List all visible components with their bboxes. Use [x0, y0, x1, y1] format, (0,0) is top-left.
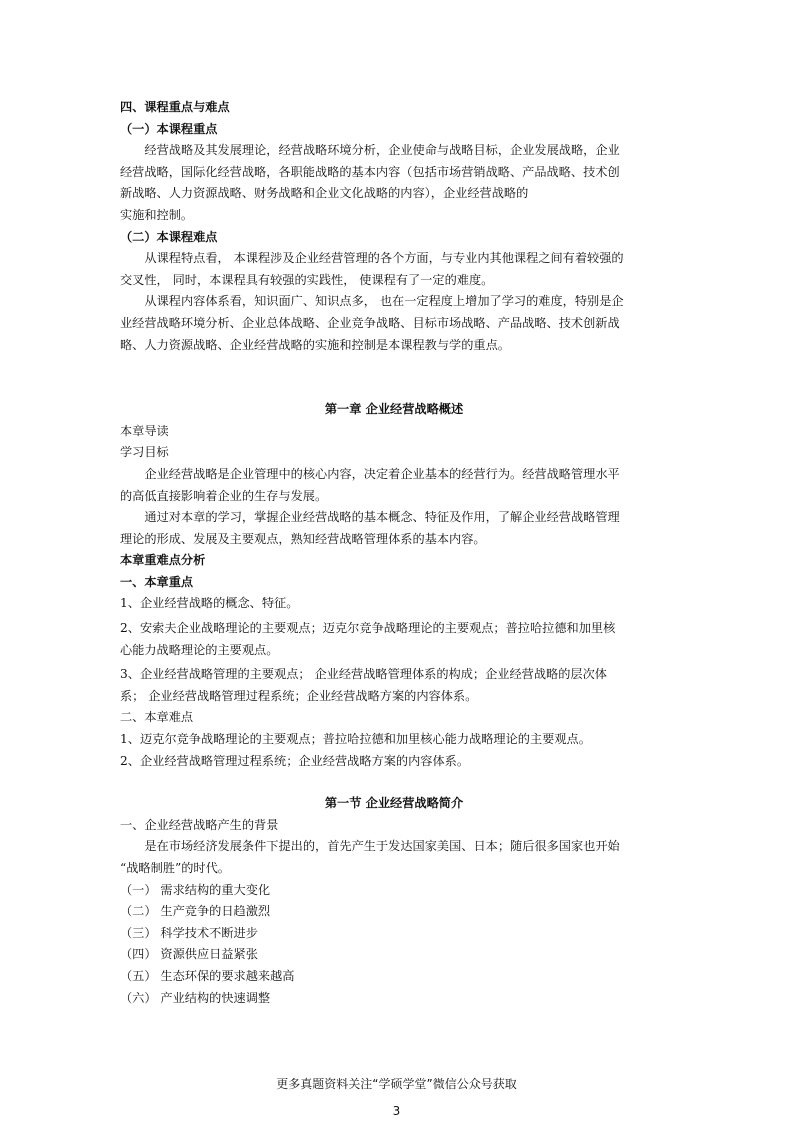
list-item: （四） 资源供应日益紧张	[120, 947, 258, 962]
paragraph-line: 经营战略及其发展理论，经营战略环境分析，企业使命与战略目标，企业发展战略，企业	[144, 143, 620, 158]
difficult-points-heading: 二、本章难点	[120, 710, 194, 725]
list-item: （二） 生产竞争的日趋激烈	[120, 904, 271, 919]
list-item: （五） 生态环保的要求越来越高	[120, 968, 295, 983]
background-factors-list	[120, 880, 668, 1010]
key-points-list	[120, 593, 668, 707]
paragraph-line: 新战略、人力资源战略、财务战略和企业文化战略的内容），企业经营战略的	[120, 186, 529, 201]
paragraph-line: 交叉性， 同时，本课程具有较强的实践性， 使课程有了一定的难度。	[120, 272, 494, 287]
chapter-title: 第一章 企业经营战略概述	[324, 402, 464, 417]
chapter-guide-label: 本章导读	[120, 423, 169, 438]
paragraph-line: 理论的形成、发展及主要观点，熟知经营战略管理体系的基本内容。	[120, 531, 486, 546]
section-title: 第一节 企业经营战略简介	[324, 796, 464, 811]
course-difficulty-paragraph-1	[120, 248, 668, 291]
paragraph-line: “战略制胜”的时代。	[120, 861, 230, 875]
footer-note: 更多真题资料关注“学硕学堂”微信公众号获取	[276, 1077, 517, 1091]
paragraph-line: 业经营战略环境分析、企业总体战略、企业竞争战略、目标市场战略、产品战略、技术创新战	[120, 315, 620, 330]
spacer	[120, 356, 668, 399]
spacer	[120, 772, 668, 793]
learning-objectives-label: 学习目标	[120, 445, 169, 460]
list-item: 2、安索夫企业战略理论的主要观点；迈克尔竞争战略理论的主要观点；普拉哈拉德和加里核	[120, 621, 616, 636]
list-item: （一） 需求结构的重大变化	[120, 882, 271, 897]
background-heading: 一、企业经营战略产生的背景	[120, 817, 279, 832]
difficult-points-list	[120, 729, 668, 772]
paragraph-line: 略、人力资源战略、企业经营战略的实施和控制是本课程教与学的重点。	[120, 337, 510, 352]
list-item-continuation: 系； 企业经营战略管理过程系统；企业经营战略方案的内容体系。	[120, 688, 478, 703]
section-intro-paragraph	[120, 836, 668, 879]
chapter-intro-paragraph-2	[120, 507, 668, 550]
paragraph-line: 是在市场经济发展条件下提出的，首先产生于发达国家美国、日本；随后很多国家也开始	[144, 839, 620, 854]
analysis-heading: 本章重难点分析	[120, 553, 206, 568]
course-focus-paragraph	[120, 140, 668, 226]
paragraph-line: 通过对本章的学习，掌握企业经营战略的基本概念、特征及作用，了解企业经营战略管理	[144, 510, 620, 525]
list-item-continuation: 心能力战略理论的主要观点。	[120, 642, 279, 657]
list-item: 1、迈克尔竞争战略理论的主要观点；普拉哈拉德和加里核心能力战略理论的主要观点。	[120, 732, 591, 747]
list-item: 3、企业经营战略管理的主要观点； 企业经营战略管理体系的构成；企业经营战略的层次体	[120, 667, 607, 682]
paragraph-line: 企业经营战略是企业管理中的核心内容，决定着企业基本的经营行为。经营战略管理水平	[144, 466, 620, 481]
key-points-heading: 一、本章重点	[120, 574, 194, 589]
chapter-intro-paragraph-1	[120, 464, 668, 507]
paragraph-line: 实施和控制。	[120, 207, 194, 222]
paragraph-line: 经营战略，国际化经营战略，各职能战略的基本内容（包括市场营销战略、产品战略、技术创	[120, 164, 620, 179]
course-difficulty-paragraph-2	[120, 291, 668, 356]
list-item: 2、企业经营战略管理过程系统；企业经营战略方案的内容体系。	[120, 753, 470, 768]
list-item: （六） 产业结构的快速调整	[120, 990, 271, 1005]
paragraph-line: 从课程特点看， 本课程涉及企业经营管理的各个方面，与专业内其他课程之间有着较强的	[144, 251, 624, 266]
list-item: 1、企业经营战略的概念、特征。	[120, 596, 299, 611]
section-heading-course-focus: 四、课程重点与难点	[120, 100, 230, 114]
subheading-course-difficulty: （二）本课程难点	[120, 229, 218, 244]
subheading-course-focus: （一）本课程重点	[120, 121, 218, 136]
paragraph-line: 的高低直接影响着企业的生存与发展。	[120, 488, 328, 503]
paragraph-line: 从课程内容体系看，知识面广、知识点多， 也在一定程度上增加了学习的难度，特别是企	[144, 294, 624, 309]
list-item: （三） 科学技术不断进步	[120, 925, 258, 940]
page-number: 3	[392, 1104, 401, 1118]
page-content	[120, 97, 668, 1009]
